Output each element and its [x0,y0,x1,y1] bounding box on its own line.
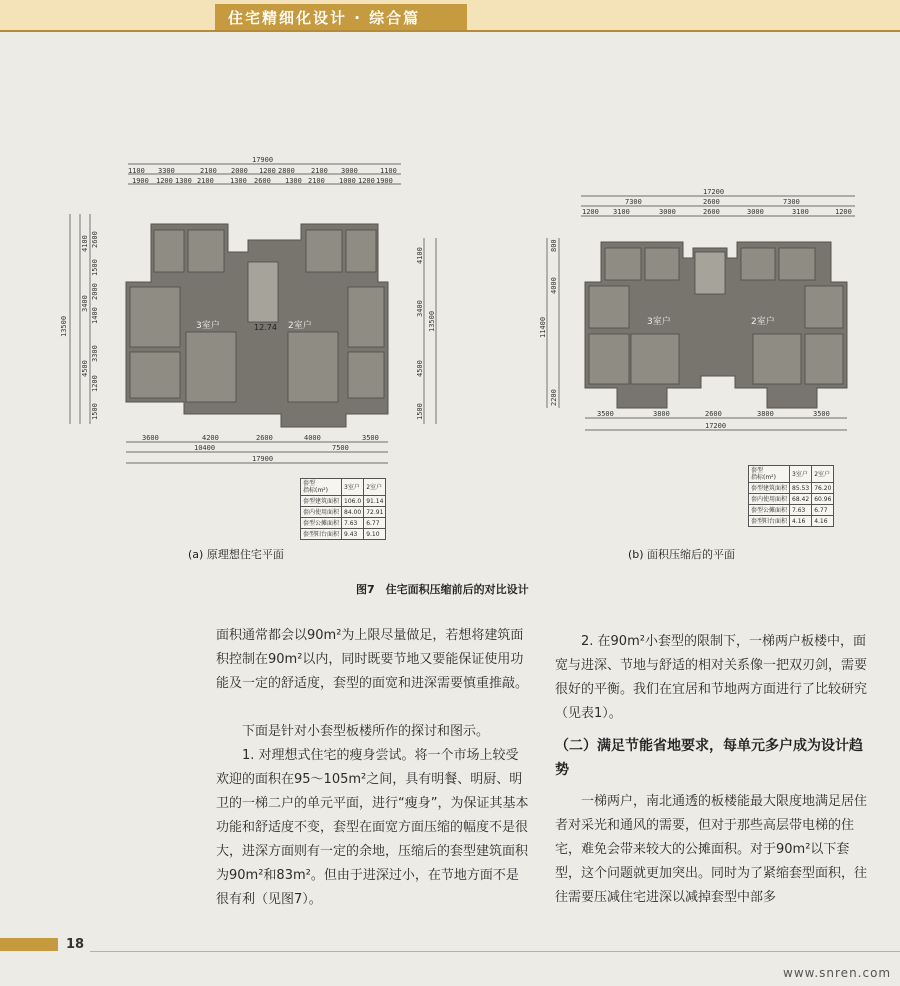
svg-text:1200: 1200 [259,167,276,175]
area-table-a [300,478,386,540]
svg-text:1500: 1500 [416,403,424,420]
plan-b-left-dims [539,239,558,406]
svg-text:1100: 1100 [128,167,145,175]
svg-text:3300: 3300 [158,167,175,175]
plan-b-top-row1 [625,198,800,206]
plan-b-bottom-row [597,410,830,418]
svg-text:2600: 2600 [91,231,99,248]
footer-rule [90,951,900,952]
plan-a-bottom-row2 [194,444,349,452]
svg-text:13500: 13500 [428,310,436,332]
svg-text:2000: 2000 [91,283,99,300]
table-b-col2: 2室户 [812,466,834,483]
table-row: 套型阳台面积 9.43 9.10 [301,529,386,540]
svg-text:4500: 4500 [81,360,89,377]
figure-title: 图7 住宅面积压缩前后的对比设计 [356,583,529,596]
plan-a-room-3: 3室户 [196,321,220,331]
svg-text:1300: 1300 [175,177,192,185]
plan-b-building [585,242,847,408]
svg-text:4000: 4000 [304,434,321,442]
svg-text:10400: 10400 [194,444,216,452]
figure-a-caption: (a) 原理想住宅平面 [188,548,284,561]
svg-text:1500: 1500 [91,403,99,420]
left-paragraph-3: 1. 对理想式住宅的瘦身尝试。将一个市场上较受欢迎的面积在95～105m²之间，具有明餐、明厨、明卫的一梯二户的单元平面，进行“瘦身”，为保证其基本功能和舒适度不变，套型在面宽方面压缩的幅度不是很大，进深方面则有一定的余地，压缩后的套型建筑面积为90m²和83m²。但由于进深过小，在节地方面不是很有利（见图7）。 [216,748,529,907]
svg-text:7300: 7300 [625,198,642,206]
svg-text:1300: 1300 [285,177,302,185]
svg-text:3400: 3400 [81,295,89,312]
svg-text:1400: 1400 [91,307,99,324]
plan-a-top-row2 [132,177,393,185]
table-row: 套内使用面积 68.42 60.96 [749,494,834,505]
plan-b-room-2: 2室户 [751,317,775,327]
table-a-col2: 2室户 [364,479,386,496]
plan-b-top-total: 17200 [703,188,725,196]
svg-text:1200: 1200 [582,208,599,216]
svg-text:2800: 2800 [278,167,295,175]
svg-text:4000: 4000 [550,277,558,294]
svg-text:3100: 3100 [792,208,809,216]
table-row: 套型公摊面积 7.63 6.77 [749,505,834,516]
svg-text:2100: 2100 [197,177,214,185]
svg-text:4100: 4100 [81,235,89,252]
right-paragraph-1: 2. 在90m²小套型的限制下，一梯两户板楼中，面宽与进深、节地与舒适的相对关系像一把双刃剑，需要很好的平衡。我们在宜居和节地两方面进行了比较研究（见表1）。 [555,634,868,721]
svg-text:4200: 4200 [202,434,219,442]
svg-text:2000: 2000 [231,167,248,175]
plan-a-left-outer: 13500 [60,315,68,337]
page-number: 18 [66,937,85,952]
svg-text:1100: 1100 [380,167,397,175]
figure-b-caption: (b) 面积压缩后的平面 [628,548,736,561]
svg-text:1900: 1900 [376,177,393,185]
floor-plan-a [56,152,456,467]
right-paragraph-2: 一梯两户，南北通透的板楼能最大限度地满足居住者对采光和通风的需要，但对于那些高层带电梯的住宅，难免会带来较大的公摊面积。对于90m²以下套型，这个问题就更加突出。同时为了紧缩套型面积，往往需要压减住宅进深以减掉套型中部多 [555,794,868,905]
plan-a-room-2: 2室户 [288,321,312,331]
table-b-col1: 3室户 [790,466,812,483]
table-row: 套内使用面积 84.00 72.91 [301,507,386,518]
svg-text:3000: 3000 [341,167,358,175]
svg-text:3300: 3300 [91,345,99,362]
watermark: www.snren.com [783,966,892,980]
svg-text:3000: 3000 [747,208,764,216]
area-table-b [748,465,834,527]
svg-text:2600: 2600 [256,434,273,442]
svg-text:800: 800 [550,239,558,252]
table-a-header-corner: 套型 指标(m²) [301,479,342,496]
svg-text:1200: 1200 [91,375,99,392]
plan-b-room-3: 3室户 [647,317,671,327]
svg-text:2600: 2600 [703,208,720,216]
plan-b-top-row2 [582,208,852,216]
svg-text:3400: 3400 [416,300,424,317]
svg-text:2100: 2100 [311,167,328,175]
svg-text:3100: 3100 [613,208,630,216]
plan-a-core-area: 12.74 [254,323,277,332]
svg-text:1000: 1000 [339,177,356,185]
svg-text:3800: 3800 [653,410,670,418]
svg-text:3600: 3600 [142,434,159,442]
svg-text:3500: 3500 [813,410,830,418]
section-heading: （二）满足节能省地要求，每单元多户成为设计趋势 [555,738,863,778]
svg-text:7300: 7300 [783,198,800,206]
svg-text:1900: 1900 [132,177,149,185]
svg-text:3500: 3500 [597,410,614,418]
svg-text:3000: 3000 [659,208,676,216]
plan-b-bottom-total: 17200 [705,422,727,430]
table-row: 套型建筑面积 85.53 76.20 [749,483,834,494]
svg-text:3800: 3800 [757,410,774,418]
plan-a-top-total: 17900 [252,156,274,164]
svg-text:1300: 1300 [230,177,247,185]
svg-text:2600: 2600 [703,198,720,206]
floor-plan-b [535,186,875,446]
svg-text:1500: 1500 [91,259,99,276]
plan-a-right-dims [416,247,436,420]
svg-text:1200: 1200 [835,208,852,216]
svg-text:2600: 2600 [254,177,271,185]
svg-text:11400: 11400 [539,316,547,338]
header-divider [0,30,900,32]
svg-text:2600: 2600 [705,410,722,418]
plan-a-bottom-total: 17900 [252,455,274,463]
svg-text:3500: 3500 [362,434,379,442]
footer-accent-bar [0,938,58,951]
svg-text:1200: 1200 [358,177,375,185]
table-a-col1: 3室户 [342,479,364,496]
plan-a-top-row1 [128,167,397,175]
svg-text:2100: 2100 [200,167,217,175]
svg-text:4100: 4100 [416,247,424,264]
svg-text:4500: 4500 [416,360,424,377]
svg-text:7500: 7500 [332,444,349,452]
left-paragraph-2: 下面是针对小套型板楼所作的探讨和图示。 [242,724,490,739]
plan-a-bottom-row1 [142,434,379,442]
table-b-header-corner: 套型 指标(m²) [749,466,790,483]
page-header-title: 住宅精细化设计 · 综合篇 [228,9,421,27]
table-row: 套型建筑面积 106.0 91.14 [301,496,386,507]
left-paragraph-1: 面积通常都会以90m²为上限尽量做足，若想将建筑面积控制在90m²以内，同时既要节地又要能保证使用功能及一定的舒适度，套型的面宽和进深需要慎重推敲。 [216,628,529,691]
table-row: 套型公摊面积 7.63 6.77 [301,518,386,529]
svg-text:2200: 2200 [550,389,558,406]
table-row: 套型阳台面积 4.16 4.16 [749,516,834,527]
svg-text:1200: 1200 [156,177,173,185]
svg-text:2100: 2100 [308,177,325,185]
